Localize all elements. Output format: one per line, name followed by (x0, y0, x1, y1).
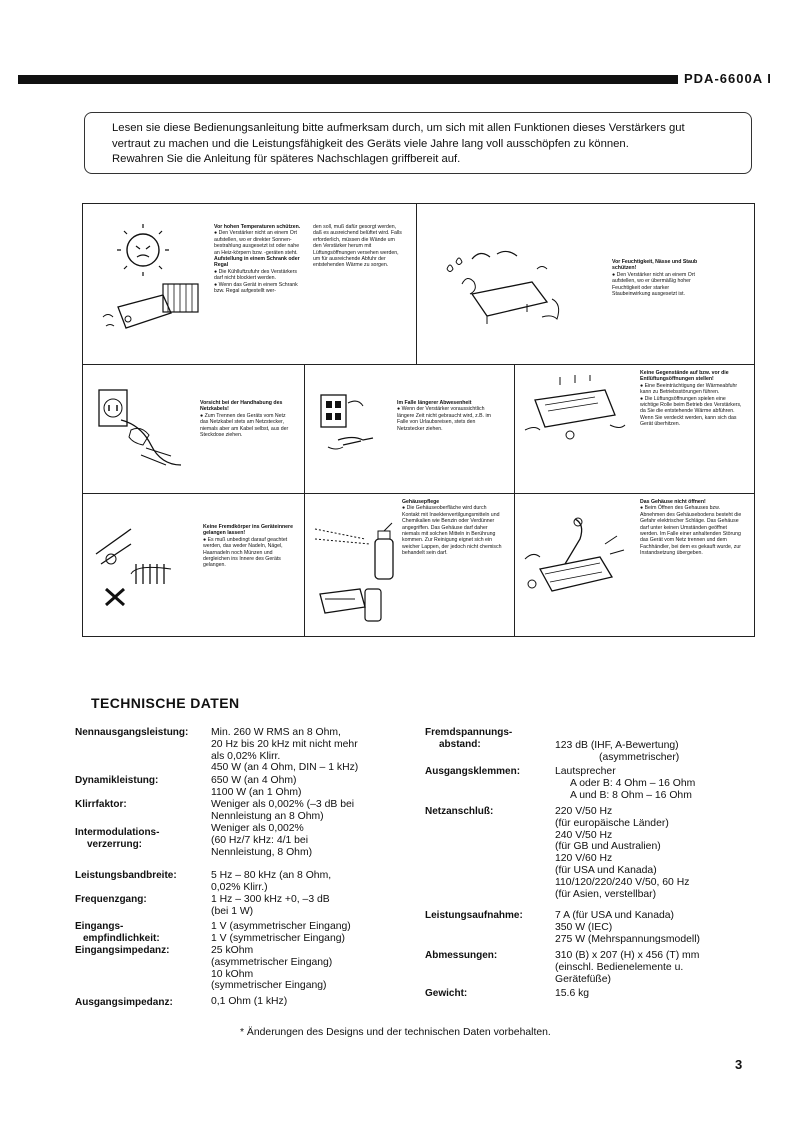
spec-value (211, 775, 301, 799)
spray-illustration (310, 514, 410, 629)
spec-label: Ausgangsimpedanz: (75, 997, 173, 1008)
spec-value (211, 823, 312, 858)
spec-label-line: Eingangs- (75, 921, 124, 932)
spec-line: (bei 1 W) (211, 905, 254, 917)
spec-line: (symmetrischer Eingang) (211, 980, 327, 992)
spec-label: Dynamikleistung: (75, 775, 159, 786)
spec-label: Klirrfaktor: (75, 799, 127, 810)
cell-care (305, 494, 515, 636)
spec-line: Lautsprecher (555, 766, 616, 777)
spec-line: 20 Hz bis 20 kHz mit nicht mehr (211, 738, 358, 750)
spec-label: Gewicht: (425, 988, 468, 999)
cell-cord (83, 365, 305, 494)
intro-text (112, 121, 742, 168)
spec-line: (einschl. Bedienelemente u. (555, 961, 684, 973)
precaution-heading: Keine Fremdkörper ins Geräteinnere gelangen lassen! (203, 524, 293, 537)
spec-label-line: verzerrung: (87, 839, 143, 850)
model-number: PDA-6600A I (684, 71, 772, 86)
intro-line: vertraut zu machen und die Leistungsfähigkeit des Geräts viele Jahre lang voll ausschöpfen zu können. (112, 137, 629, 150)
precaution-line: ● Beim Öffnen des Gehauses bzw. Abnehmen des Gehäusebodens besteht die Gefahr elektrischer Schläge. Das Gehäuse darf unter keinen Umständen geöffnet werden. Im Falle einer anhaltenden Störung das Gerät vom Netz trennen und dem Fachhändler, bei dem es gekauft wurde, zur Instandsetzung übergeben. (640, 505, 742, 557)
precaution-line: ● Den Verstärker nicht an einem Ort aufstellen, wo er direkter Sonnen-bestrahlung ausgesetzt ist oder nahe an Heiz-körpern bzw. -geräten steht. (214, 230, 300, 256)
spec-line: Nennleistung an 8 Ohm) (211, 810, 324, 822)
cell-noopen (515, 494, 754, 636)
spec-line: (für GB und Australien) (555, 841, 661, 853)
spec-value (555, 766, 695, 801)
spec-line: (für europäische Länder) (555, 817, 669, 829)
spec-label: Leistungsbandbreite: (75, 870, 177, 881)
spec-value (211, 727, 358, 774)
spec-line: Weniger als 0,002% (211, 823, 304, 834)
precaution-line: ● Wenn das Gerät in einem Schrank bzw. Regal aufgestellt wer- (214, 281, 298, 295)
cell-foreign (83, 494, 305, 636)
spec-line: (60 Hz/7 kHz: 4/1 bei (211, 834, 309, 846)
openings-text (640, 370, 745, 428)
precautions-grid (82, 203, 755, 637)
spec-line: 650 W (an 4 Ohm) (211, 775, 297, 786)
spec-line: 10 kOhm (211, 968, 254, 980)
foreign-text (203, 524, 295, 569)
spec-line: Min. 260 W RMS an 8 Ohm, (211, 727, 341, 738)
spec-line: 123 dB (IHF, A-Bewertung) (555, 740, 679, 751)
precaution-line: ● Die Kühlluftzufuhr des Verstärkers darf nicht blockiert werden. (214, 268, 297, 282)
precaution-heading: Vorsicht bei der Handhabung des Netzkabels! (200, 400, 283, 413)
noopen-text (640, 499, 745, 557)
spec-line: 25 kOhm (211, 945, 254, 956)
spec-line: Nennleistung, 8 Ohm) (211, 846, 313, 858)
spec-label: Ausgangsklemmen: (425, 766, 521, 777)
spec-value (211, 894, 330, 918)
spec-line: 1 V (asymmetrischer Eingang) (211, 921, 351, 932)
cord-text (200, 400, 295, 438)
intro-line: Lesen sie diese Bedienungsanleitung bitte aufmerksam durch, um sich mit allen Funktionen dieses Verstärkers gut (112, 122, 685, 134)
cell-moisture (417, 204, 754, 365)
spec-line: A und B: 8 Ohm – 16 Ohm (570, 789, 692, 801)
temperature-continuation: den soll, muß dafür gesorgt werden, daß es ausreichend belüftet wird. Falls erforderlich, müssen die Wände um den Verstärker herum mit Lüftungsöffnungen versehen werden, um für ausreichende Abfuhr der entstehenden Wärme zu sorgen. (313, 224, 402, 269)
spec-value (211, 996, 287, 1008)
temperature-text (214, 224, 306, 294)
precaution-subheading: Aufstellung in einem Schrank oder Regal (214, 256, 300, 269)
spec-line: Gerätefüße) (555, 973, 612, 985)
spec-line: 1 V (symmetrischer Eingang) (211, 932, 345, 944)
spec-line: 450 W (an 4 Ohm, DIN – 1 kHz) (211, 762, 359, 774)
precaution-line: ● Zum Trennen des Geräts vom Netz das Netzkabel stets am Netzstecker, niemals aber am Kabel selbst, aus der Steckdose ziehen. (200, 412, 289, 439)
absence-text (397, 400, 502, 432)
tech-title: TECHNISCHE DATEN (91, 695, 240, 711)
spec-value (211, 799, 354, 823)
spec-label-line: Fremdspannungs- (425, 727, 513, 738)
spec-line: (asymmetrischer Eingang) (211, 956, 333, 968)
spec-value (211, 945, 332, 992)
spec-line: (für USA und Kanada) (555, 864, 657, 876)
spec-label: Abmessungen: (425, 950, 498, 961)
spec-value (555, 806, 689, 900)
spec-label-line: empfindlichkeit: (83, 933, 160, 944)
precaution-heading: Vor hohen Temperaturen schützen. (214, 224, 301, 230)
spec-value (211, 870, 331, 894)
spec-line: 240 V/50 Hz (555, 829, 613, 841)
spec-value (555, 950, 699, 985)
precaution-heading: Gehäusepflege (402, 499, 440, 505)
precaution-line: ● Die Lüftungsöffnungen spielen eine wichtige Rolle beim Betrieb des Verstärkers, da Sie die entstehende Wärme abführen. Wenn Sie verdeckt werden, kann sich das Gerät überhitzen. (640, 395, 742, 428)
spec-line: (für Asien, verstellbar) (555, 888, 657, 900)
spec-value (555, 910, 700, 945)
spec-line: 220 V/50 Hz (555, 806, 613, 817)
spec-label: Netzanschluß: (425, 806, 494, 817)
spec-line: Weniger als 0,002% (–3 dB bei (211, 799, 355, 810)
moisture-text (612, 259, 707, 297)
precaution-heading: Vor Feuchtigkeit, Nässe und Staub schützen! (612, 259, 698, 272)
spec-label: Frequenzgang: (75, 894, 147, 905)
precaution-line: ● Eine Beeinträchtigung der Wärmeabfuhr kann zu Betriebsstörungen führen. (640, 382, 738, 396)
spec-label: Eingangsimpedanz: (75, 945, 170, 956)
precaution-line: ● Die Gehäuseoberfläche wird durch Kontakt mit Insektenvertilgungsmitteln und Chemikalien wie Benzin oder Verdünner angegriffen. Das Gehäuse darf daher niemals mit solchen Mitteln in Berührung kommen. Zur Reinigung eignet sich ein weicher Lappen, der jedoch nicht chemisch behandelt sein darf. (402, 505, 502, 557)
plug-hand-illustration (91, 380, 191, 480)
cell-openings (515, 365, 754, 494)
footnote: * Änderungen des Designs und der technischen Daten vorbehalten. (240, 1027, 551, 1038)
spec-line: 1 Hz – 300 kHz +0, –3 dB (211, 894, 330, 905)
precaution-heading: Das Gehäuse nicht öffnen! (640, 499, 706, 505)
foreign-objects-illustration (91, 519, 186, 614)
spec-line: 120 V/60 Hz (555, 853, 613, 865)
spec-line: 5 Hz – 80 kHz (an 8 Ohm, (211, 870, 332, 881)
sun-heater-illustration (98, 222, 213, 342)
spec-value (211, 921, 351, 945)
precaution-heading: Keine Gegenstände auf bzw. vor die Entlüftungsöffnungen stellen! (640, 370, 729, 383)
spec-line: 350 W (IEC) (555, 921, 613, 933)
spec-label (75, 827, 159, 851)
spec-value (555, 740, 679, 764)
cell-temperature (83, 204, 417, 365)
spec-line: 15.6 kg (555, 988, 590, 999)
water-dust-illustration (442, 244, 582, 334)
spec-line: 0,1 Ohm (1 kHz) (211, 996, 288, 1007)
spec-label: Leistungsaufnahme: (425, 910, 523, 921)
spec-line: 7 A (für USA und Kanada) (555, 910, 674, 921)
intro-box (84, 112, 752, 174)
care-text (402, 499, 502, 557)
header-rule (18, 75, 678, 84)
vent-illustration (520, 375, 635, 455)
spec-label-line: Intermodulations- (75, 827, 160, 838)
spec-line: 110/120/220/240 V/50, 60 Hz (555, 876, 690, 888)
spec-label: Nennausgangsleistung: (75, 727, 189, 738)
spec-line: (asymmetrischer) (599, 751, 680, 763)
cell-absence (305, 365, 515, 494)
spec-label (425, 727, 512, 751)
open-case-illustration (520, 514, 635, 614)
spec-label-line: abstand: (439, 739, 481, 750)
precaution-line: ● Wenn der Verstärker voraussichtlich längere Zeit nicht gebraucht wird, z.B. im Falle von Urlaubsreisen, stets den Netzstecker ziehen. (397, 406, 491, 432)
spec-line: 0,02% Klirr.) (211, 881, 268, 893)
spec-line: 1100 W (an 1 Ohm) (211, 786, 302, 798)
intro-line: Rewahren Sie die Anleitung für späteres Nachschlagen griffbereit auf. (112, 153, 461, 165)
spec-line: als 0,02% Klirr. (211, 750, 281, 762)
spec-line: A oder B: 4 Ohm – 16 Ohm (570, 777, 696, 789)
spec-line: 275 W (Mehrspannungsmodell) (555, 933, 700, 945)
page-number: 3 (735, 1057, 743, 1072)
spec-value (555, 988, 589, 1000)
spec-line: 310 (B) x 207 (H) x 456 (T) mm (555, 950, 700, 961)
outlet-illustration (313, 385, 393, 465)
spec-label (75, 921, 160, 945)
precaution-line: ● Es muß unbedingt darauf geachtet werden, das weder Nadeln, Nägel, Haarnadeln noch Münzen und dergleichen ins Innere des Geräts gelangen. (203, 536, 288, 569)
precaution-heading: Im Falle längerer Abwesenheit (397, 400, 472, 406)
precaution-line: ● Den Verstärker nicht an einem Ort aufstellen, wo er übermäßig hoher Feuchtigkeit oder starker Staubeinwirkung ausgesetzt ist. (612, 271, 695, 298)
